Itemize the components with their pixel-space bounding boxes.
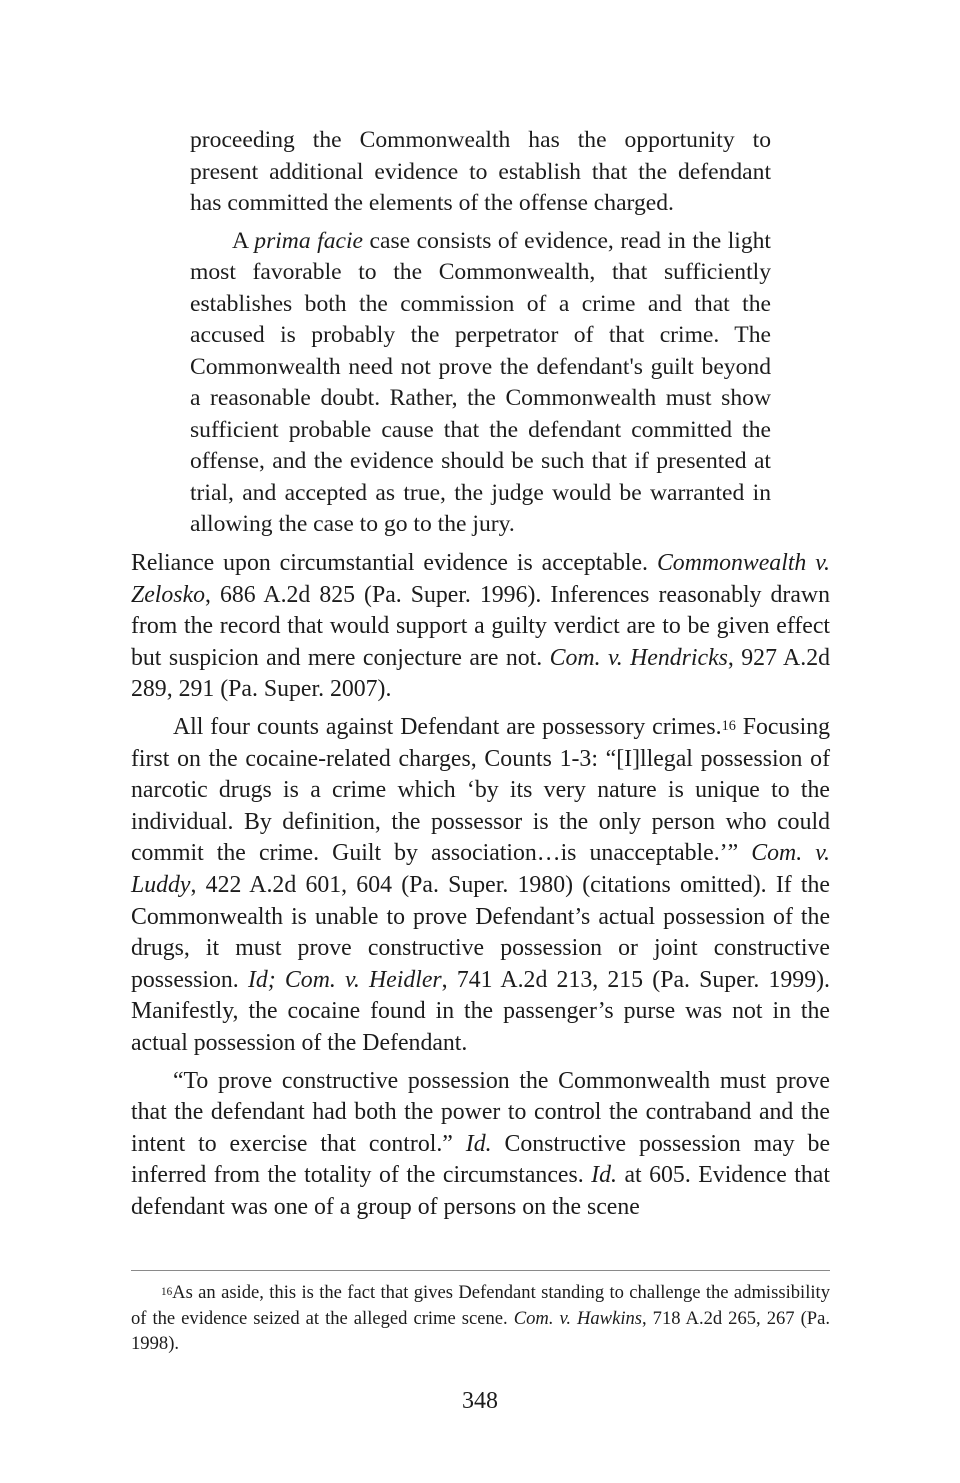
- body-paragraph-1-text-a: Reliance upon circumstantial evidence is acceptable.: [131, 550, 657, 576]
- footnote-text-a: As an aside, this is the fact that gives Defendant standing to challenge the admissibility of the evidence seized at the alleged crime scene.: [131, 1282, 830, 1329]
- citation-zelosko: Commonwealth v. Zelosko: [131, 550, 830, 608]
- body-paragraph-1: [131, 548, 830, 706]
- body-paragraph-1-text-b: , 686 A.2d 825 (Pa. Super. 1996). Inferences reasonably drawn from the record that would support a guilty verdict are to be given effect but suspicion and mere conjecture are not.: [131, 581, 830, 671]
- footnote-reference[interactable]: 16: [721, 717, 736, 734]
- body-paragraph-3: [131, 1066, 830, 1224]
- citation-heidler: Id; Com. v. Heidler: [247, 966, 442, 993]
- quote-paragraph-1-text: proceeding the Commonwealth has the opportunity to present additional evidence to establish that the defendant has committed the elements of the offense charged.: [190, 127, 771, 216]
- page-number: 348: [462, 1388, 498, 1414]
- body-paragraph-2: [131, 712, 830, 1060]
- citation-id-2: Id.: [591, 1162, 617, 1189]
- footnote-number: 16: [161, 1285, 173, 1298]
- body-paragraph-2-text-d: , 741 A.2d 213, 215 (Pa. Super. 1999). Manifestly, the cocaine found in the passenger’s purse was not in the actual possession of the Defendant.: [131, 966, 830, 1056]
- body-paragraph-2-text-a: All four counts against Defendant are possessory crimes.: [173, 713, 722, 740]
- body-paragraph-3-text-a: “To prove constructive possession the Commonwealth must prove that the defendant had both the power to control the contraband and the intent to exercise that control.”: [131, 1067, 830, 1157]
- body-paragraph-2-text-c: , 422 A.2d 601, 604 (Pa. Super. 1980) (citations omitted). If the Commonwealth is unable to prove Defendant’s actual possession of the drugs, it must prove constructive possession or joint constructive possession.: [131, 871, 830, 993]
- footnote-16: [131, 1280, 830, 1357]
- body-paragraph-2-text-b: Focusing first on the cocaine-related charges, Counts 1-3: “[I]llegal possession of narcotic drugs is a crime which ‘by its very nature is unique to the individual. By definition, the possessor is the only person who could commit the crime. Guilt by association…is unacceptable.’”: [131, 713, 830, 867]
- body-text: [131, 548, 830, 1229]
- citation-hendricks: Com. v. Hendricks: [549, 644, 728, 671]
- body-paragraph-1-text-c: , 927 A.2d 289, 291 (Pa. Super. 2007).: [131, 644, 830, 703]
- footnote-text-b: , 718 A.2d 265, 267 (Pa. 1998).: [131, 1307, 830, 1354]
- prima-facie-term: prima facie: [254, 227, 364, 254]
- quote-paragraph-1: [190, 125, 771, 220]
- citation-id-1: Id.: [465, 1130, 492, 1157]
- quote-paragraph-2-prefix: A: [232, 227, 255, 254]
- body-paragraph-3-text-b: Constructive possession may be inferred from the totality of the circumstances.: [131, 1130, 831, 1189]
- quote-paragraph-2-text: case consists of evidence, read in the light most favorable to the Commonwealth, that sufficiently establishes both the commission of a crime and that the accused is probably the perpetrator of that crime. The Commonwealth need not prove the defendant's guilt beyond a reasonable doubt. Rather, the Commonwealth must show sufficient probable cause that the defendant committed the offense, and the evidence should be such that if presented at trial, and accepted as true, the judge would be warranted in allowing the case to go to the jury.: [190, 227, 771, 537]
- block-quote: [190, 125, 771, 547]
- footnote-divider: [131, 1270, 830, 1271]
- citation-luddy: Com. v. Luddy: [131, 840, 830, 898]
- body-paragraph-3-text-c: at 605. Evidence that defendant was one of a group of persons on the scene: [131, 1162, 830, 1220]
- citation-hawkins: Com. v. Hawkins: [513, 1307, 643, 1329]
- quote-paragraph-2: [190, 226, 771, 541]
